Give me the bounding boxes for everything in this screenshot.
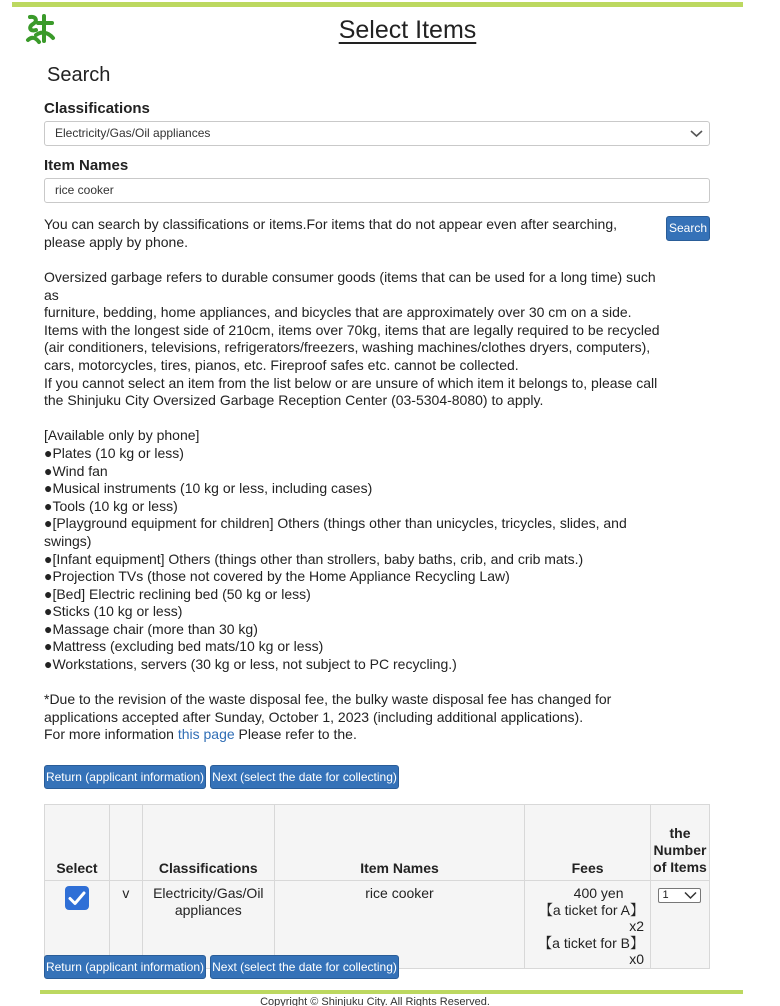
- classification-select[interactable]: [44, 121, 710, 146]
- phone-only-item: ●Massage chair (more than 30 kg): [44, 620, 258, 637]
- quantity-value: 1: [662, 889, 669, 901]
- phone-only-item: ●Mattress (excluding bed mats/10 kg or less): [44, 638, 324, 655]
- col-classifications: Classifications: [142, 805, 274, 881]
- col-item-names: Item Names: [274, 805, 524, 881]
- search-heading: Search: [47, 64, 111, 86]
- more-info-prefix: For more information: [44, 726, 178, 743]
- quantity-select[interactable]: [658, 888, 701, 903]
- phone-only-item: ●Workstations, servers (30 kg or less, not subject to PC recycling.): [44, 656, 457, 673]
- top-accent-bar: [12, 2, 743, 7]
- col-select: Select: [45, 805, 110, 881]
- phone-only-item: ●Tools (10 kg or less): [44, 497, 178, 514]
- marker-cell: v: [109, 881, 142, 969]
- phone-only-item: ●Sticks (10 kg or less): [44, 603, 183, 620]
- phone-only-item: ●[Bed] Electric reclining bed (50 kg or less): [44, 585, 311, 602]
- item-name-cell: rice cooker: [274, 881, 524, 969]
- info-line: Oversized garbage refers to durable consumer goods (items that can be used for a long time) such as: [44, 269, 660, 303]
- revision-note: applications accepted after Sunday, October 1, 2023 (including additional applications).: [44, 708, 584, 725]
- footer-accent-bar: [40, 990, 743, 994]
- chevron-down-icon: [689, 126, 704, 141]
- ticket-a: 【a ticket for A】x2: [538, 901, 644, 934]
- more-info-suffix: Please refer to the.: [234, 726, 357, 743]
- col-blank: [109, 805, 142, 881]
- col-number-of-items: the Number of Items: [650, 805, 709, 881]
- phone-only-item: ●Musical instruments (10 kg or less, including cases): [44, 480, 373, 497]
- search-button[interactable]: Search: [666, 216, 710, 241]
- info-line: If you cannot select an item from the list below or are unsure of which item it belongs to, please call: [44, 374, 658, 391]
- classification-cell: Electricity/Gas/Oil appliances: [142, 881, 274, 969]
- item-names-input[interactable]: [44, 178, 710, 203]
- phone-only-item: ●Wind fan: [44, 462, 108, 479]
- ticket-b: 【a ticket for B】x0: [538, 934, 644, 967]
- fee-amount: 400 yen: [573, 885, 624, 901]
- phone-only-item: ●[Playground equipment for children] Others (things other than unicycles, tricycles, slides, and: [44, 515, 627, 532]
- phone-only-item: swings): [44, 532, 92, 549]
- return-button-bottom[interactable]: Return (applicant information): [44, 955, 206, 979]
- phone-only-item: ●[Infant equipment] Others (things other than strollers, baby baths, crib, and crib mats.): [44, 550, 584, 567]
- info-line: furniture, bedding, home appliances, and bicycles that are approximately over 30 cm on a side.: [44, 304, 632, 321]
- information-text: [44, 269, 664, 744]
- item-names-label: Item Names: [44, 157, 129, 174]
- return-button[interactable]: Return (applicant information): [44, 765, 206, 789]
- search-note: You can search by classifications or items.For items that do not appear even after searching, please apply by phone.: [44, 216, 618, 250]
- table-header-row: [45, 805, 710, 881]
- chevron-down-icon: [684, 891, 697, 900]
- info-line: the Shinjuku City Oversized Garbage Reception Center (03-5304-8080) to apply.: [44, 392, 544, 409]
- more-info-line: [44, 726, 664, 744]
- phone-only-item: ●Projection TVs (those not covered by the Home Appliance Recycling Law): [44, 568, 510, 585]
- phone-only-item: ●Plates (10 kg or less): [44, 444, 184, 461]
- next-button[interactable]: Next (select the date for collecting): [210, 765, 399, 789]
- info-line: (air conditioners, televisions, refrigerators/freezers, washing machines/clothes dryers, computers),: [44, 339, 651, 356]
- col-fees: Fees: [525, 805, 651, 881]
- phone-only-heading: [Available only by phone]: [44, 427, 200, 444]
- item-names-input-value: rice cooker: [55, 183, 114, 197]
- copyright-text: Copyright © Shinjuku City. All Rights Reserved.: [260, 996, 490, 1006]
- info-line: cars, motorcycles, tires, pianos, etc. Fireproof safes etc. cannot be collected.: [44, 356, 519, 373]
- this-page-link[interactable]: this page: [177, 726, 235, 743]
- revision-note: *Due to the revision of the waste disposal fee, the bulky waste disposal fee has changed for: [44, 691, 612, 708]
- fees-cell: [525, 881, 651, 969]
- info-line: Items with the longest side of 210cm, items over 70kg, items that are legally required to be recycled: [44, 321, 660, 338]
- classification-label: Classifications: [44, 100, 150, 117]
- select-checkbox[interactable]: [65, 886, 89, 910]
- selected-items-table: [44, 804, 710, 969]
- page-title: Select Items: [338, 16, 477, 44]
- classification-select-value: Electricity/Gas/Oil appliances: [55, 126, 211, 140]
- next-button-bottom[interactable]: Next (select the date for collecting): [210, 955, 399, 979]
- quantity-cell: [650, 881, 709, 969]
- checkmark-icon: [65, 886, 89, 910]
